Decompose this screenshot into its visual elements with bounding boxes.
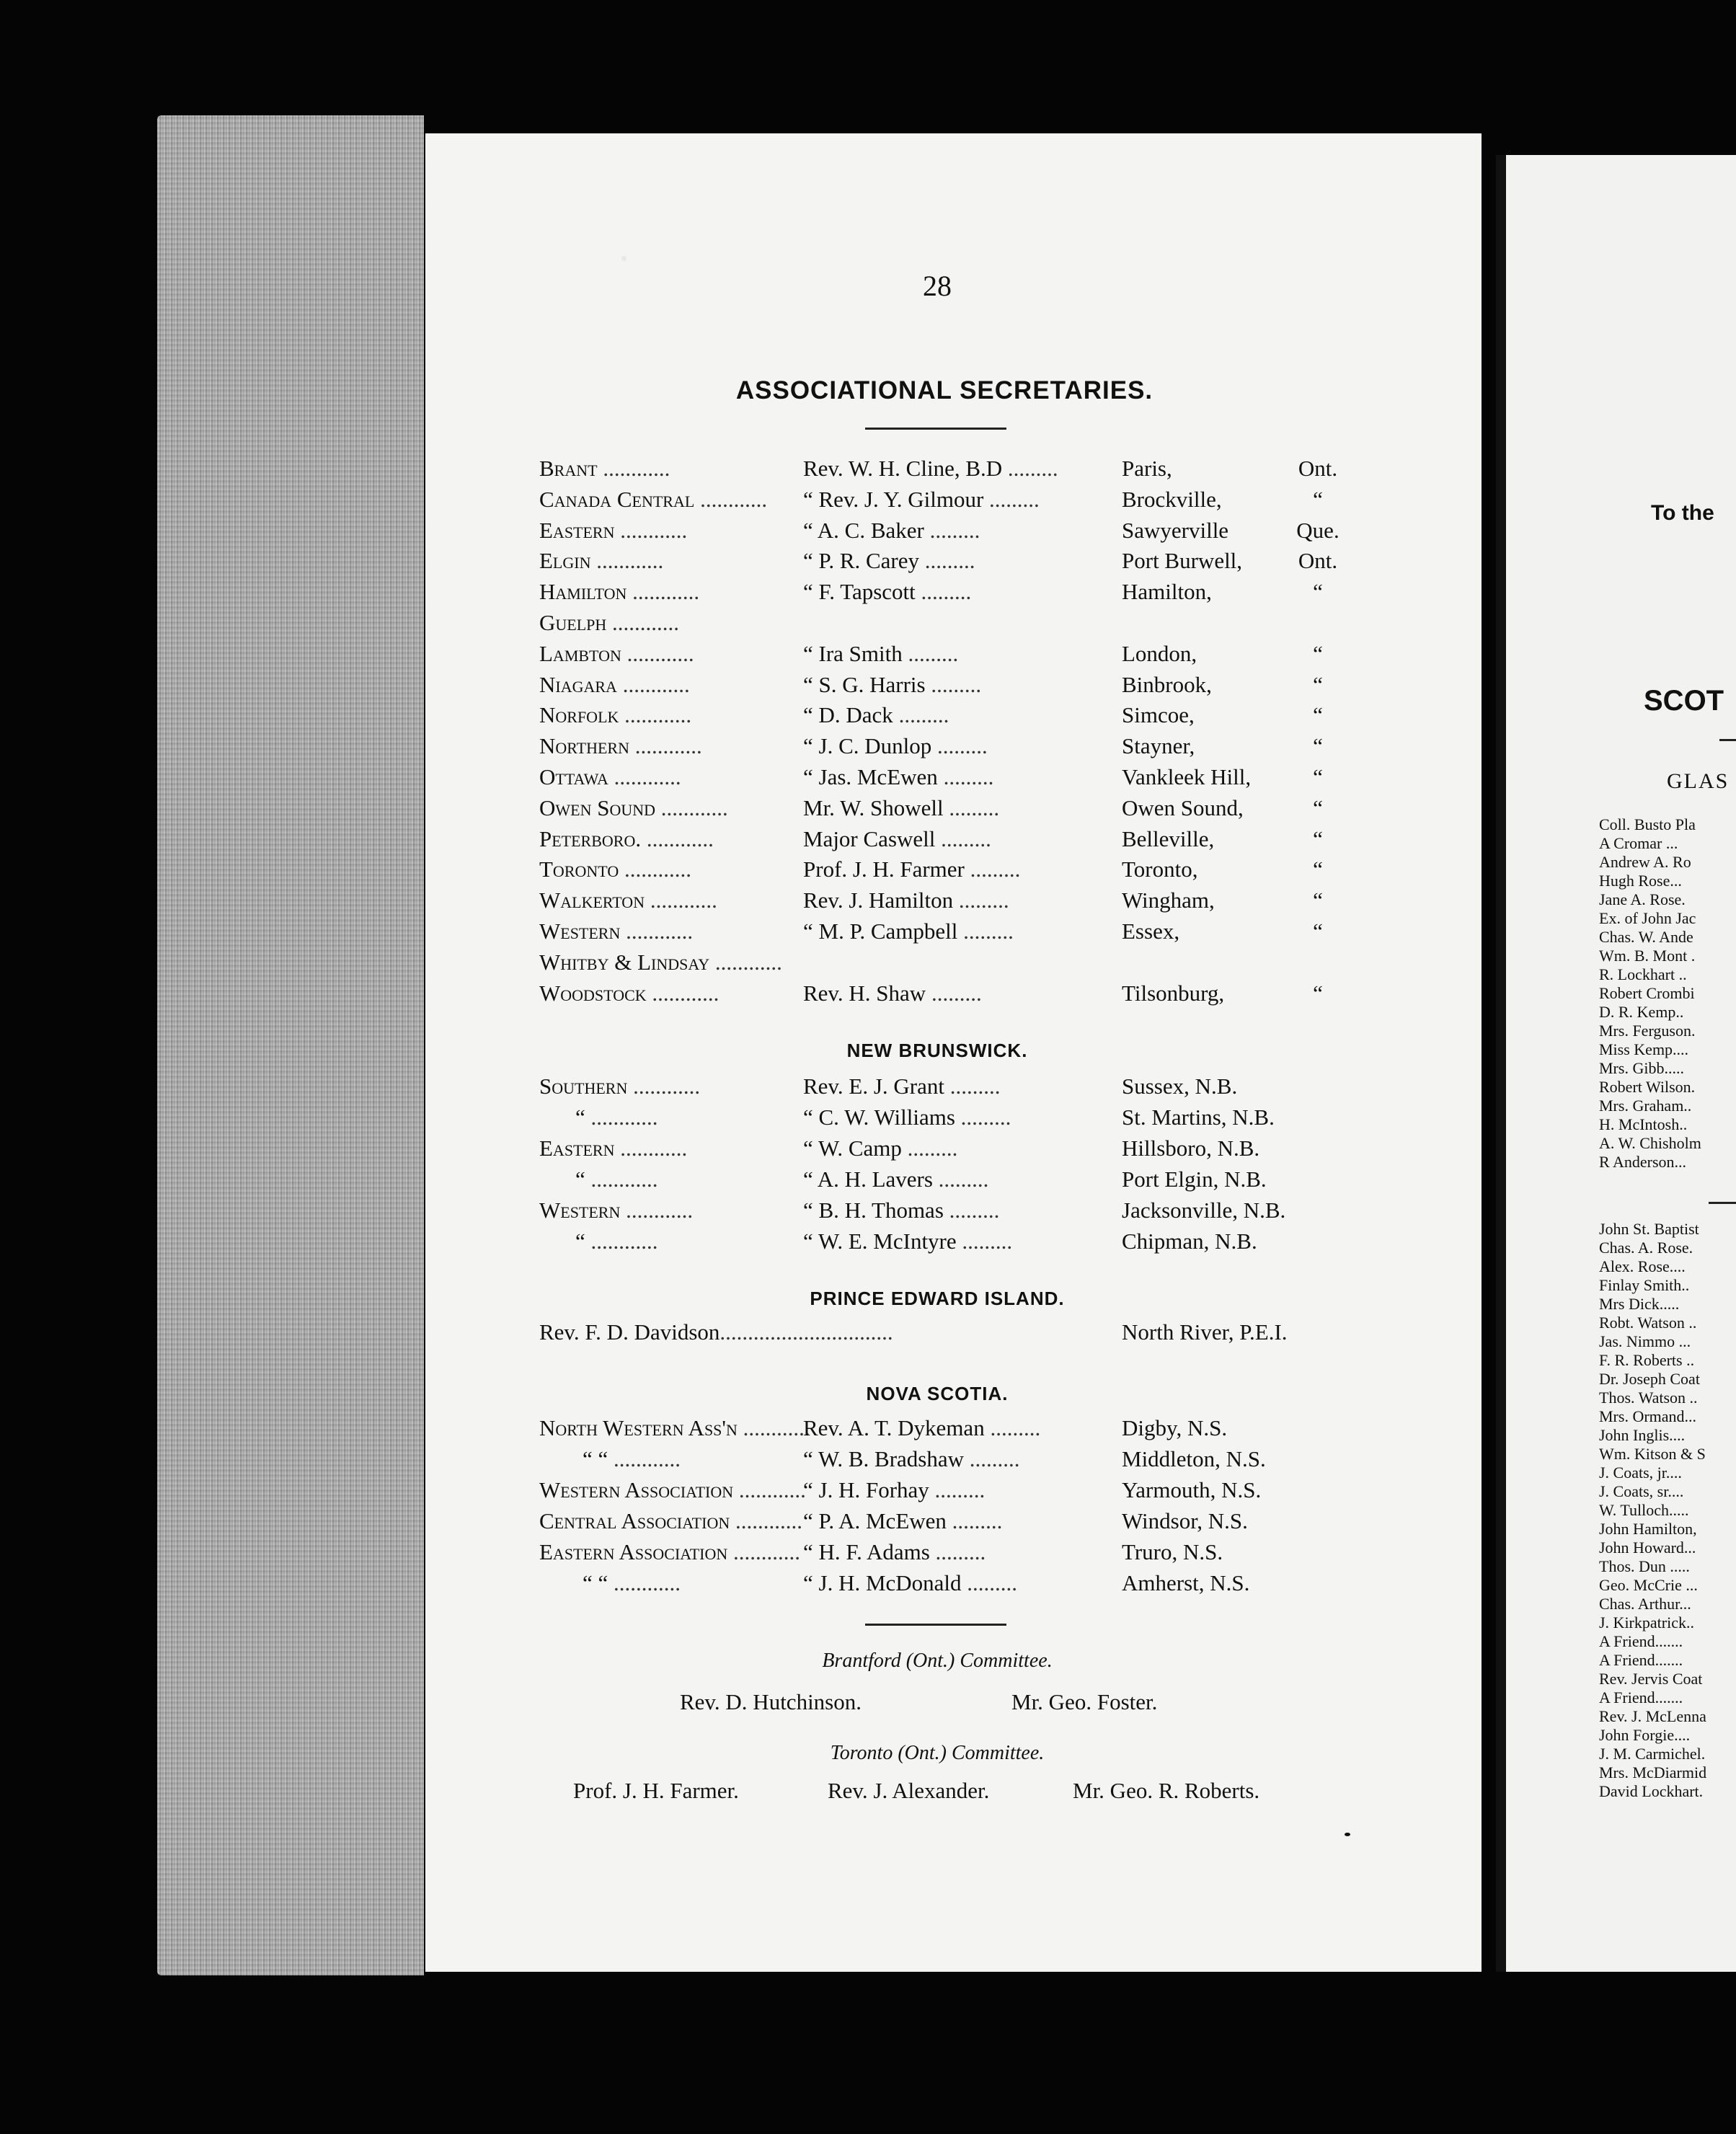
donor-entry: A Friend....... <box>1599 1688 1683 1706</box>
donor-entry: Chas. Arthur... <box>1599 1595 1691 1613</box>
association-name: Canada Central ............ <box>539 486 768 512</box>
secretary-city: Binbrook, <box>1122 671 1212 697</box>
donor-entry: Alex. Rose.... <box>1599 1257 1686 1275</box>
secretary-name: “ M. P. Campbell ......... <box>803 918 1014 944</box>
entry-row <box>539 548 1339 577</box>
donor-entry: A Friend....... <box>1599 1632 1683 1650</box>
secretary-name: “ W. B. Bradshaw ......... <box>803 1446 1020 1471</box>
brantford-member: Mr. Geo. Foster. <box>1011 1689 1158 1714</box>
donor-entry: John Inglis.... <box>1599 1426 1686 1444</box>
donor-entry: Chas. A. Rose. <box>1599 1239 1693 1257</box>
association-name: North Western Ass'n ............ <box>539 1415 810 1440</box>
donor-entry: Finlay Smith.. <box>1599 1276 1690 1294</box>
secretary-city: Yarmouth, N.S. <box>1122 1477 1262 1502</box>
association-name: Brant ............ <box>539 456 670 481</box>
donor-entry: Wm. Kitson & S <box>1599 1445 1706 1463</box>
donor-entry: Miss Kemp.... <box>1599 1040 1689 1058</box>
right-page-heading: To the <box>1651 501 1714 525</box>
association-name: Eastern ............ <box>539 1135 688 1161</box>
secretary-name: “ W. Camp ......... <box>803 1135 958 1161</box>
page-number: 28 <box>923 270 952 302</box>
right-page-subtitle: GLAS <box>1667 769 1730 793</box>
association-name: “ ............ <box>575 1228 658 1254</box>
toronto-member: Mr. Geo. R. Roberts. <box>1073 1778 1260 1803</box>
right-page-title: SCOT <box>1644 685 1724 717</box>
entry-row <box>539 1446 1339 1475</box>
entry-row <box>539 1073 1339 1102</box>
association-name: “ ............ <box>575 1104 658 1130</box>
page-title: ASSOCIATIONAL SECRETARIES. <box>735 376 1153 404</box>
association-name: Norfolk ............ <box>539 702 692 728</box>
secretary-name: “ Rev. J. Y. Gilmour ......... <box>803 486 1040 512</box>
toronto-member: Rev. J. Alexander. <box>828 1778 990 1803</box>
title-rule <box>865 428 1006 430</box>
donor-entry: Coll. Busto Pla <box>1599 815 1696 833</box>
province: “ <box>1313 671 1323 697</box>
donor-entry: Mrs. Gibb..... <box>1599 1059 1684 1077</box>
association-name: Whitby & Lindsay ............ <box>539 949 782 975</box>
secretary-name: Rev. A. T. Dykeman ......... <box>803 1415 1041 1440</box>
entry-row <box>539 518 1339 546</box>
association-name: “ “ ............ <box>583 1570 681 1595</box>
province: “ <box>1313 486 1323 512</box>
province: “ <box>1313 579 1323 605</box>
entry-row <box>539 1228 1339 1257</box>
donor-entry: Robt. Watson .. <box>1599 1314 1697 1332</box>
donor-entry: J. Coats, sr.... <box>1599 1482 1684 1500</box>
donor-entry: A. W. Chisholm <box>1599 1134 1701 1152</box>
donor-entry: R Anderson... <box>1599 1153 1686 1171</box>
secretary-city: St. Martins, N.B. <box>1122 1104 1275 1130</box>
association-name: Toronto ............ <box>539 856 691 882</box>
entry-row <box>539 641 1339 670</box>
donor-entry: Rev. J. McLenna <box>1599 1707 1706 1725</box>
entry-row <box>539 456 1339 484</box>
secretary-name: “ H. F. Adams ......... <box>803 1539 986 1564</box>
entry-row <box>539 795 1339 824</box>
entry-row <box>539 826 1339 855</box>
association-name: Western ............ <box>539 1197 694 1223</box>
association-name: Lambton ............ <box>539 640 694 666</box>
entry-row <box>539 1166 1339 1195</box>
secretary-name: “ D. Dack ......... <box>803 702 949 728</box>
secretary-city: Toronto, <box>1122 856 1198 882</box>
donor-entry: J. Kirkpatrick.. <box>1599 1613 1694 1632</box>
province: “ <box>1313 918 1323 944</box>
donor-entry: Mrs Dick..... <box>1599 1295 1680 1313</box>
association-name: Southern ............ <box>539 1073 701 1099</box>
entry-row <box>539 918 1339 947</box>
pei-city: North River, P.E.I. <box>1122 1319 1288 1345</box>
donor-entry: Wm. B. Mont . <box>1599 947 1696 965</box>
secretary-city: Port Elgin, N.B. <box>1122 1166 1267 1192</box>
secretary-name: Rev. W. H. Cline, B.D ......... <box>803 456 1058 481</box>
association-name: Owen Sound ............ <box>539 794 728 820</box>
entry-row <box>539 1104 1339 1133</box>
secretary-city: London, <box>1122 640 1197 666</box>
donor-entry: Thos. Dun ..... <box>1599 1557 1690 1575</box>
secretary-city: Middleton, N.S. <box>1122 1446 1266 1471</box>
association-name: Eastern ............ <box>539 517 688 543</box>
association-name: Hamilton ............ <box>539 579 700 605</box>
association-name: “ “ ............ <box>583 1446 681 1471</box>
secretary-city: Belleville, <box>1122 825 1215 851</box>
secretary-city: Digby, N.S. <box>1122 1415 1228 1440</box>
association-name: Guelph ............ <box>539 610 680 635</box>
donor-entry: Robert Crombi <box>1599 984 1695 1002</box>
secretary-city: Owen Sound, <box>1122 794 1244 820</box>
province: “ <box>1313 733 1323 759</box>
entry-row <box>539 702 1339 731</box>
secretary-city: Essex, <box>1122 918 1180 944</box>
association-name: “ ............ <box>575 1166 658 1192</box>
donor-entry: John St. Baptist <box>1599 1220 1699 1238</box>
dust-speck <box>621 256 626 261</box>
donor-entry: J. Coats, jr.... <box>1599 1464 1682 1482</box>
secretary-city: Vankleek Hill, <box>1122 764 1252 789</box>
secretary-city: Sussex, N.B. <box>1122 1073 1238 1099</box>
secretary-name: “ Ira Smith ......... <box>803 640 959 666</box>
entry-row <box>539 487 1339 515</box>
secretary-name: Rev. H. Shaw ......... <box>803 980 982 1006</box>
toronto-committee-title: Toronto (Ont.) Committee. <box>830 1742 1045 1764</box>
secretary-city: Jacksonville, N.B. <box>1122 1197 1286 1223</box>
entry-row <box>539 579 1339 608</box>
secretary-city: Chipman, N.B. <box>1122 1228 1257 1254</box>
province: Que. <box>1296 517 1339 543</box>
right-page-rule <box>1709 1202 1736 1204</box>
province: “ <box>1313 764 1323 789</box>
donor-entry: Geo. McCrie ... <box>1599 1576 1698 1594</box>
secretary-name: “ Jas. McEwen ......... <box>803 764 994 789</box>
province: “ <box>1313 980 1323 1006</box>
province: “ <box>1313 794 1323 820</box>
donor-entry: Rev. Jervis Coat <box>1599 1670 1703 1688</box>
donor-entry: Hugh Rose... <box>1599 872 1682 890</box>
secretary-city: Truro, N.S. <box>1122 1539 1223 1564</box>
right-page-list-b <box>1599 1220 1706 1801</box>
secretary-city: Hillsboro, N.B. <box>1122 1135 1260 1161</box>
nova-scotia-heading: NOVA SCOTIA. <box>866 1383 1009 1404</box>
pei-heading: PRINCE EDWARD ISLAND. <box>810 1288 1065 1309</box>
association-name: Central Association ............ <box>539 1508 802 1533</box>
secretary-city: Port Burwell, <box>1122 548 1243 574</box>
association-name: Walkerton ............ <box>539 887 717 913</box>
secretary-city: Hamilton, <box>1122 579 1212 605</box>
donor-entry: Mrs. Ormand... <box>1599 1407 1697 1425</box>
entry-row <box>539 1415 1339 1444</box>
donor-entry: Dr. Joseph Coat <box>1599 1370 1700 1388</box>
donor-entry: Ex. of John Jac <box>1599 909 1696 927</box>
entry-row <box>539 949 1339 978</box>
secretary-name: “ B. H. Thomas ......... <box>803 1197 1000 1223</box>
dust-speck <box>1345 1833 1350 1836</box>
pei-officer: Rev. F. D. Davidson............................... <box>539 1319 893 1345</box>
secretary-city: Wingham, <box>1122 887 1215 913</box>
secretary-city: Amherst, N.S. <box>1122 1570 1250 1595</box>
association-name: Western ............ <box>539 918 694 944</box>
donor-entry: D. R. Kemp.. <box>1599 1003 1684 1021</box>
secretary-name: “ A. C. Baker ......... <box>803 517 980 543</box>
donor-entry: A Cromar ... <box>1599 834 1678 852</box>
secretary-name: “ F. Tapscott ......... <box>803 579 972 605</box>
donor-entry: John Hamilton, <box>1599 1520 1697 1538</box>
secretary-city: Simcoe, <box>1122 702 1195 728</box>
donor-entry: W. Tulloch..... <box>1599 1501 1689 1519</box>
donor-entry: Robert Wilson. <box>1599 1078 1696 1096</box>
entry-row <box>539 980 1339 1009</box>
section-rule <box>865 1624 1006 1626</box>
right-page-list-a <box>1599 815 1701 1172</box>
secretary-city: Tilsonburg, <box>1122 980 1225 1006</box>
secretary-name: “ J. H. McDonald ......... <box>803 1570 1018 1595</box>
entry-row <box>539 1477 1339 1506</box>
secretary-name: “ P. R. Carey ......... <box>803 548 975 574</box>
secretary-city: Stayner, <box>1122 733 1195 759</box>
donor-entry: Mrs. Ferguson. <box>1599 1022 1696 1040</box>
secretary-city: Paris, <box>1122 456 1172 481</box>
secretary-city: Windsor, N.S. <box>1122 1508 1248 1533</box>
secretary-name: Rev. E. J. Grant ......... <box>803 1073 1001 1099</box>
association-name: Ottawa ............ <box>539 764 681 789</box>
association-name: Western Association ............ <box>539 1477 806 1502</box>
secretary-name: “ W. E. McIntyre ......... <box>803 1228 1013 1254</box>
secretary-name: Prof. J. H. Farmer ......... <box>803 856 1021 882</box>
donor-entry: J. M. Carmichel. <box>1599 1745 1706 1763</box>
pei-row <box>539 1319 1339 1348</box>
donor-entry: Mrs. Graham.. <box>1599 1097 1692 1115</box>
province: “ <box>1313 856 1323 882</box>
donor-entry: F. R. Roberts .. <box>1599 1351 1695 1369</box>
donor-entry: David Lockhart. <box>1599 1782 1704 1800</box>
donor-entry: A Friend....... <box>1599 1651 1683 1669</box>
association-name: Peterboro. ............ <box>539 825 714 851</box>
secretary-name: “ J. C. Dunlop ......... <box>803 733 988 759</box>
brantford-committee-title: Brantford (Ont.) Committee. <box>822 1650 1053 1672</box>
secretary-name: “ C. W. Williams ......... <box>803 1104 1011 1130</box>
association-name: Niagara ............ <box>539 671 690 697</box>
province: “ <box>1313 702 1323 728</box>
province: Ont. <box>1298 456 1338 481</box>
donor-entry: Andrew A. Ro <box>1599 853 1691 871</box>
entry-row <box>539 672 1339 701</box>
entry-row <box>539 1197 1339 1226</box>
secretary-name: “ S. G. Harris ......... <box>803 671 982 697</box>
secretary-name: Rev. J. Hamilton ......... <box>803 887 1009 913</box>
secretary-name: “ A. H. Lavers ......... <box>803 1166 989 1192</box>
entry-row <box>539 856 1339 885</box>
entry-row <box>539 1570 1339 1599</box>
donor-entry: Chas. W. Ande <box>1599 928 1693 946</box>
new-brunswick-heading: NEW BRUNSWICK. <box>846 1040 1028 1061</box>
entry-row <box>539 1539 1339 1568</box>
entry-row <box>539 887 1339 916</box>
association-name: Northern ............ <box>539 733 702 759</box>
secretary-name: Major Caswell ......... <box>803 825 991 851</box>
secretary-name: “ J. H. Forhay ......... <box>803 1477 986 1502</box>
secretary-name: “ P. A. McEwen ......... <box>803 1508 1003 1533</box>
book-page-edges <box>157 115 424 1975</box>
association-name: Elgin ............ <box>539 548 664 574</box>
donor-entry: H. McIntosh.. <box>1599 1115 1688 1133</box>
entry-row <box>539 733 1339 762</box>
secretary-name: Mr. W. Showell ......... <box>803 794 1000 820</box>
donor-entry: John Howard... <box>1599 1538 1696 1557</box>
donor-entry: Mrs. McDiarmid <box>1599 1763 1707 1781</box>
entry-row <box>539 610 1339 639</box>
association-name: Eastern Association ............ <box>539 1539 801 1564</box>
entry-row <box>539 1135 1339 1164</box>
secretary-city: Sawyerville <box>1122 517 1229 543</box>
entry-row <box>539 764 1339 793</box>
province: Ont. <box>1298 548 1338 574</box>
donor-entry: Jas. Nimmo ... <box>1599 1332 1691 1350</box>
toronto-member: Prof. J. H. Farmer. <box>573 1778 739 1803</box>
donor-entry: R. Lockhart .. <box>1599 965 1687 983</box>
association-name: Woodstock ............ <box>539 980 719 1006</box>
province: “ <box>1313 887 1323 913</box>
donor-entry: John Forgie.... <box>1599 1726 1691 1744</box>
province: “ <box>1313 825 1323 851</box>
secretary-city: Brockville, <box>1122 486 1222 512</box>
donor-entry: Jane A. Rose. <box>1599 890 1686 908</box>
donor-entry: Thos. Watson .. <box>1599 1389 1698 1407</box>
brantford-member: Rev. D. Hutchinson. <box>680 1689 862 1714</box>
right-page-dash <box>1719 739 1736 741</box>
province: “ <box>1313 640 1323 666</box>
entry-row <box>539 1508 1339 1537</box>
